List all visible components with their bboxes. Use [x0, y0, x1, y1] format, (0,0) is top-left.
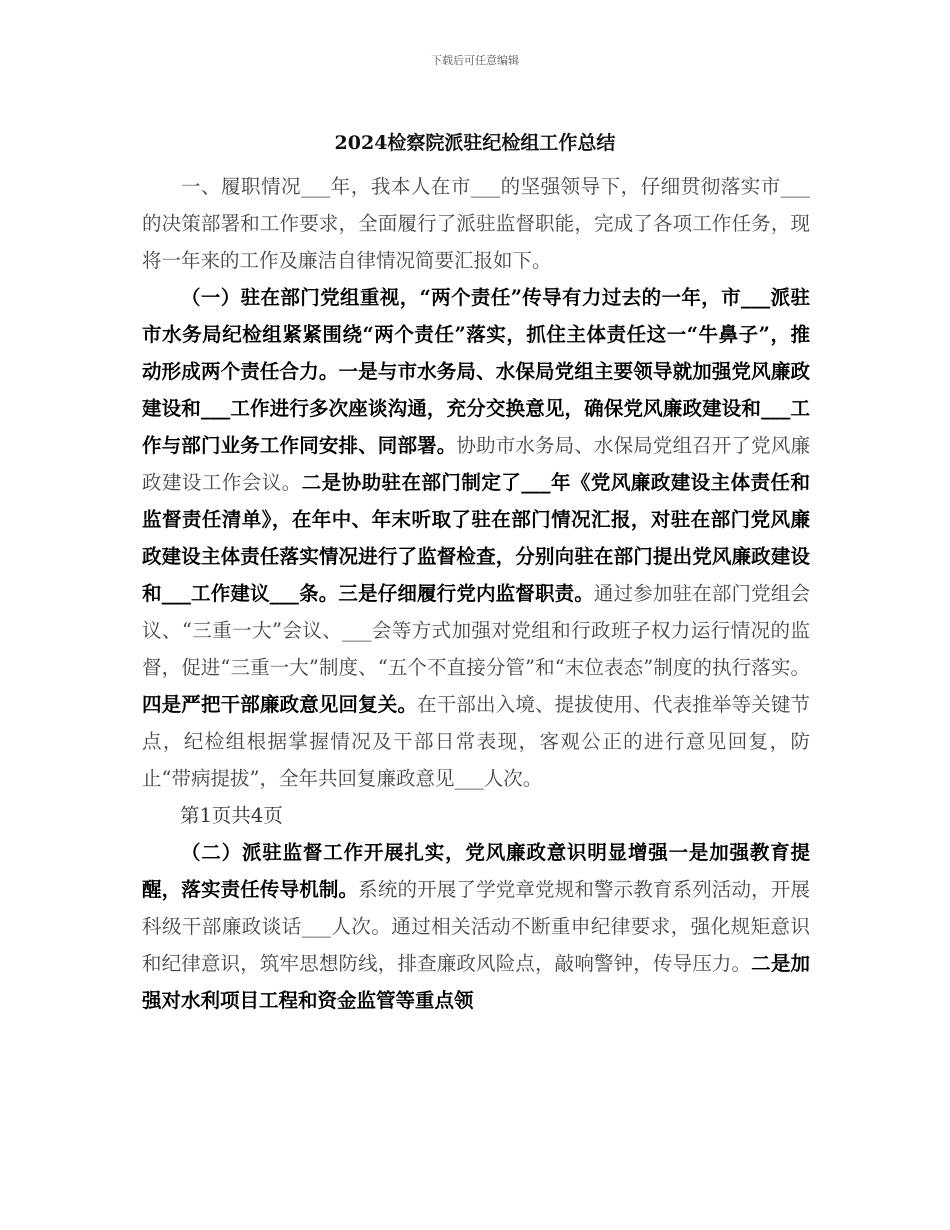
document-body — [142, 168, 810, 1019]
bold-text-run: 四是严把干部廉政意见回复关。 — [142, 693, 418, 716]
text-run: 在干部出入境、提拔使用、代表推举等关键节点，纪检组根据掌握情况及干部日常表现，客观公正的进行意见回复，防止“带病提拔”，全年共回复廉政意见___人次。 — [142, 693, 810, 790]
bold-text-run: （二）派驻监督工作开展扎实，党风廉政意识明显增强一是加强教育提醒，落实责任传导机制。 — [142, 841, 810, 901]
page-number: 第1页共4页 — [180, 804, 283, 827]
text-run: 一、履职情况___年，我本人在市___的坚强领导下，仔细贯彻落实市___的决策部署和工作要求，全面履行了派驻监督职能，完成了各项工作任务，现将一年来的工作及廉洁自律情况简要汇报如下。 — [142, 175, 810, 272]
header-note: 下载后可任意编辑 — [431, 54, 519, 67]
text-run: 系统的开展了学党章党规和警示教育系列活动，开展科级干部廉政谈话___人次。通过相关活动不断重申纪律要求，强化规矩意识和纪律意识，筑牢思想防线，排查廉政风险点，敲响警钟，传导压力。 — [142, 878, 810, 975]
paragraphs-after — [142, 834, 810, 1019]
text-run: 协助市水务局、水保局党组召开了党风廉政建设工作会议。 — [142, 434, 810, 494]
bold-text-run: 二是加强对水利项目工程和资金监管等重点领 — [142, 952, 810, 1012]
paragraph — [142, 279, 810, 797]
paragraph — [142, 834, 810, 1019]
bold-text-run: 二是协助驻在部门制定了___年《党风廉政建设主体责任和监督责任清单》，在年中、年末听取了驻在部门情况汇报，对驻在部门党风廉政建设主体责任落实情况进行了监督检查，分别向驻在部门提出党风廉政建设和___工作建议___条。三是仔细履行党内监督职责。 — [142, 471, 810, 605]
document-title: 2024检察院派驻纪检组工作总结 — [334, 132, 616, 154]
paragraphs-before — [142, 168, 810, 797]
text-run: 通过参加驻在部门党组会议、“三重一大”会议、___会等方式加强对党组和行政班子权力运行情况的监督，促进“三重一大”制度、“五个不直接分管”和“末位表态”制度的执行落实。 — [142, 582, 810, 679]
bold-text-run: （一）驻在部门党组重视，“两个责任”传导有力过去的一年，市___派驻市水务局纪检组紧紧围绕“两个责任”落实，抓住主体责任这一“牛鼻子”，推动形成两个责任合力。一是与市水务局、水保局党组主要领导就加强党风廉政建设和___工作进行多次座谈沟通，充分交换意见，确保党风廉政建设和___工作与部门业务工作同安排、同部署。 — [142, 286, 810, 457]
paragraph — [142, 168, 810, 279]
